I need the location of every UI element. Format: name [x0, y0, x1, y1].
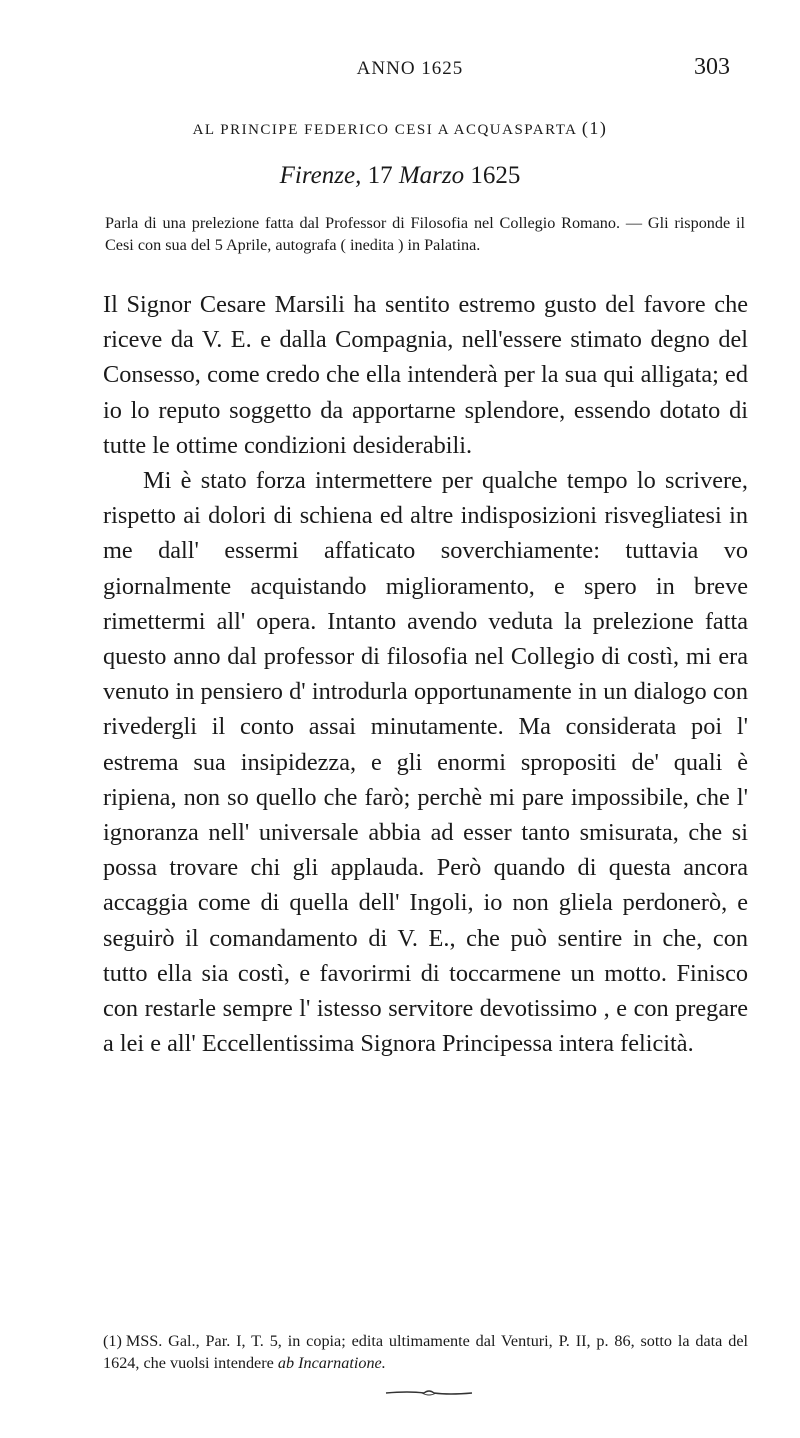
dateline [50, 162, 750, 190]
letter-heading [50, 118, 750, 139]
footnote-paragraph [103, 1330, 748, 1374]
dateline-year: 1625 [470, 162, 521, 189]
body-paragraph: Mi è stato forza intermettere per qualche tempo lo scrivere, rispetto ai dolori di schiena ed altre indisposizioni risvegliatesi in me dall' essermi affaticato soverchiamente: tuttavia vo giornalmente acquistando miglioramento, e spero in breve rimettermi all' opera. Intanto avendo veduta la prelezione fatta questo anno dal professor di filosofia nel Collegio di costì, mi era venuto in pensiero d' introdurla opportunamente in un dialogo con rivedergli il conto assai minutamente. Ma considerata poi l' estrema sua insipidezza, e gli enormi spropositi de' quali è ripiena, non so quello che farò; perchè mi pare impossibile, che l' ignoranza nell' universale abbia ad esser tanto smisurata, che si possa trovare chi gli applauda. Però quando di questa ancora accaggia come di quella dell' Ingoli, io non gliela perdonerò, e seguirò il comandamento di V. E., che può sentire in che, con tutto ella sia costì, e favorirmi di toccarmene un motto. Finisco con restarle sempre l' istesso servitore devotissimo , e con pregare a lei e all' Eccellentissima Signora Principessa intera felicità. [103, 467, 748, 1058]
footnote [103, 1330, 748, 1374]
dateline-place: Firenze, [279, 162, 362, 189]
page-number: 303 [694, 54, 730, 80]
letter-heading-text: AL PRINCIPE FEDERICO CESI A ACQUASPARTA [192, 122, 577, 138]
running-title: ANNO 1625 [356, 58, 464, 79]
end-ornament-icon [384, 1388, 474, 1398]
letter-body [103, 287, 748, 1061]
footnote-number: (1) [103, 1332, 122, 1350]
letter-summary: Parla di una prelezione fatta dal Professor di Filosofia nel Collegio Romano. — Gli risponde il Cesi con sua del 5 Aprile, autografa ( inedita ) in Palatina. [105, 214, 745, 254]
body-paragraph: Il Signor Cesare Marsili ha sentito estremo gusto del favore che riceve da V. E. e dalla Compagnia, nell'essere stimato degno del Consesso, come credo che ella intenderà per la sua qui alligata; ed io lo reputo soggetto da apportarne splendore, essendo dotato di tutte le ottime condizioni desiderabili. [103, 291, 748, 459]
dateline-day: 17 [367, 162, 393, 189]
footnote-reference: (1) [581, 118, 608, 138]
footnote-text: MSS. Gal., Par. I, T. 5, in copia; edita ultimamente dal Venturi, P. II, p. 86, sotto la data del 1624, che vuolsi intendere [103, 1332, 748, 1372]
dateline-month: Marzo [398, 162, 465, 189]
footnote-italic-phrase: ab Incarnatione. [277, 1354, 386, 1372]
running-head [90, 50, 730, 90]
